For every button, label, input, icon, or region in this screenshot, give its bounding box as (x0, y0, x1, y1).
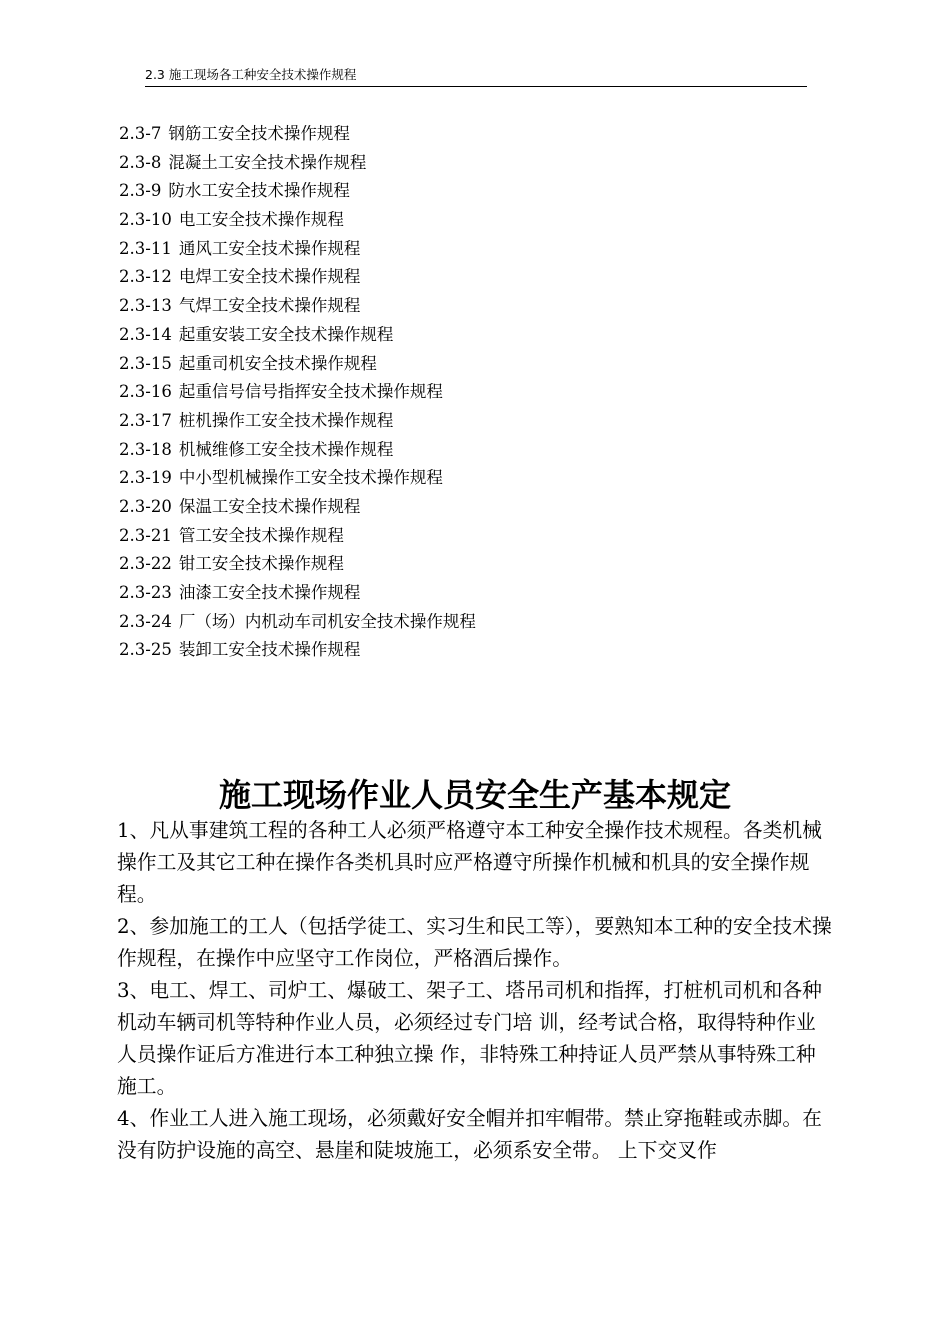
toc-item[interactable] (119, 464, 476, 493)
toc-item-label: 电焊工安全技术操作规程 (178, 267, 361, 287)
toc-item-label: 气焊工安全技术操作规程 (178, 296, 361, 316)
toc-item[interactable] (119, 550, 476, 579)
toc-item-number: 2.3-16 (119, 382, 172, 402)
toc-item-number: 2.3-20 (119, 496, 172, 516)
toc-item-number: 2.3-23 (119, 583, 172, 602)
toc-item[interactable] (119, 407, 476, 436)
toc-item[interactable] (119, 120, 476, 149)
toc-list (119, 120, 476, 665)
toc-item-number: 2.3-13 (119, 296, 172, 316)
toc-item-label: 钢筋工安全技术操作规程 (168, 124, 350, 143)
toc-item-label: 油漆工安全技术操作规程 (178, 583, 361, 602)
toc-item-number: 2.3-10 (119, 210, 172, 230)
toc-item[interactable] (119, 493, 476, 522)
toc-item-label: 钳工安全技术操作规程 (178, 554, 344, 574)
paragraph: 1、凡从事建筑工程的各种工人必须严格遵守本工种安全操作技术规程。各类机械操作工及其它工种在操作各类机具时应严格遵守所操作机械和机具的安全操作规程。 (117, 819, 822, 906)
toc-item-number: 2.3-7 (119, 124, 162, 143)
toc-item-label: 中小型机械操作工安全技术操作规程 (178, 468, 443, 488)
toc-item-label: 机械维修工安全技术操作规程 (178, 439, 394, 459)
toc-item-number: 2.3-21 (119, 525, 172, 545)
paragraph: 2、参加施工的工人（包括学徒工、实习生和民工等），要熟知本工种的安全技术操作规程，在操作中应坚守工作岗位，严格酒后操作。 (117, 915, 832, 970)
toc-item-label: 起重司机安全技术操作规程 (178, 353, 377, 373)
running-header-title: 2.3 施工现场各工种安全技术操作规程 (145, 67, 357, 82)
toc-item[interactable] (119, 579, 476, 608)
toc-item[interactable] (119, 206, 476, 235)
toc-item-label: 电工安全技术操作规程 (178, 210, 344, 230)
toc-item-number: 2.3-17 (119, 410, 172, 430)
toc-item-number: 2.3-25 (119, 640, 172, 660)
toc-item-label: 保温工安全技术操作规程 (178, 496, 361, 516)
toc-item-label: 装卸工安全技术操作规程 (178, 640, 361, 660)
section-title: 施工现场作业人员安全生产基本规定 (218, 776, 731, 814)
toc-item[interactable] (119, 350, 476, 379)
toc-item[interactable] (119, 292, 476, 321)
toc-item-number: 2.3-8 (119, 152, 162, 172)
toc-item-label: 防水工安全技术操作规程 (168, 181, 350, 201)
toc-item-label: 管工安全技术操作规程 (178, 525, 344, 545)
toc-item-label: 起重安装工安全技术操作规程 (178, 324, 394, 344)
toc-item-number: 2.3-14 (119, 324, 172, 344)
toc-item[interactable] (119, 149, 476, 178)
toc-item[interactable] (119, 522, 476, 551)
running-header (145, 66, 807, 87)
toc-item-number: 2.3-24 (119, 611, 172, 631)
toc-item-number: 2.3-12 (119, 267, 172, 287)
toc-item-label: 混凝土工安全技术操作规程 (168, 152, 367, 172)
toc-item-number: 2.3-18 (119, 439, 172, 459)
toc-item-label: 厂（场）内机动车司机安全技术操作规程 (178, 611, 476, 631)
toc-item-label: 起重信号信号指挥安全技术操作规程 (178, 382, 443, 402)
toc-item-label: 通风工安全技术操作规程 (178, 238, 361, 258)
toc-item[interactable] (119, 177, 476, 206)
toc-item-number: 2.3-15 (119, 353, 172, 373)
toc-item-number: 2.3-22 (119, 554, 172, 574)
paragraph: 4、作业工人进入施工现场，必须戴好安全帽并扣牢帽带。禁止穿拖鞋或赤脚。在没有防护设施的高空、悬崖和陡坡施工，必须系安全带。 上下交叉作 (117, 1107, 822, 1162)
toc-item-number: 2.3-9 (119, 181, 162, 201)
toc-item[interactable] (119, 321, 476, 350)
toc-item[interactable] (119, 436, 476, 465)
paragraph: 3、电工、焊工、司炉工、爆破工、架子工、塔吊司机和指挥，打桩机司机和各种机动车辆司机等特种作业人员，必须经过专门培 训，经考试合格，取得特种作业人员操作证后方准进行本工种独立操 作，非特殊工种持证人员严禁从事特殊工种施工。 (117, 979, 822, 1098)
toc-item[interactable] (119, 636, 476, 665)
toc-item-number: 2.3-11 (119, 238, 172, 258)
toc-item[interactable] (119, 235, 476, 264)
toc-item-label: 桩机操作工安全技术操作规程 (178, 410, 394, 430)
toc-item-number: 2.3-19 (119, 468, 172, 488)
toc-item[interactable] (119, 378, 476, 407)
toc-item[interactable] (119, 263, 476, 292)
toc-item[interactable] (119, 608, 476, 637)
section-body (117, 815, 834, 1167)
